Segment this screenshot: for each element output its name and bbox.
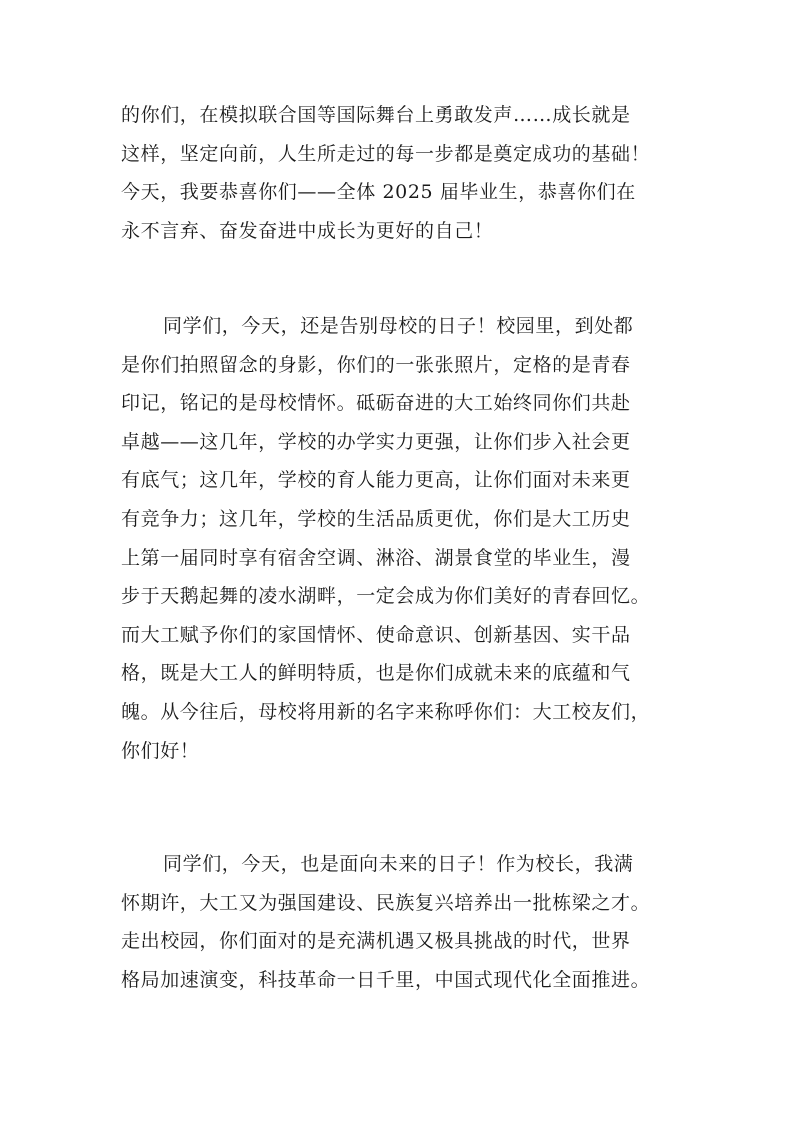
text-line: 上第一届同时享有宿舍空调、淋浴、湖景食堂的毕业生，漫 — [121, 546, 631, 569]
text-line: 印记，铭记的是母校情怀。砥砺奋进的大工始终同你们共赴 — [121, 392, 631, 415]
text-line: 同学们，今天，还是告别母校的日子！校园里，到处都 — [163, 315, 634, 337]
text-line: 魄。从今往后，母校将用新的名字来称呼你们：大工校友们， — [121, 700, 651, 723]
text-line: 是你们拍照留念的身影，你们的一张张照片，定格的是青春 — [121, 353, 631, 376]
text-line: 有底气；这几年，学校的育人能力更高，让你们面对未来更 — [121, 469, 631, 492]
text-line: 永不言弃、奋发奋进中成长为更好的自己！ — [121, 219, 494, 242]
text-line: 你们好！ — [121, 739, 200, 762]
text-line: 的你们，在模拟联合国等国际舞台上勇敢发声……成长就是 — [121, 104, 631, 126]
text-line: 而大工赋予你们的家国情怀、使命意识、创新基因、实干品 — [121, 623, 631, 646]
paragraph-1 — [121, 96, 691, 250]
text-line: 今天，我要恭喜你们——全体 2025 届毕业生，恭喜你们在 — [121, 181, 636, 204]
text-line: 格，既是大工人的鲜明特质，也是你们成就未来的底蕴和气 — [121, 662, 631, 685]
text-line: 有竞争力；这几年，学校的生活品质更优，你们是大工历史 — [121, 507, 631, 530]
text-line: 格局加速演变，科技革命一日千里，中国式现代化全面推进。 — [121, 968, 651, 991]
text-line: 同学们，今天，也是面向未来的日子！作为校长，我满 — [163, 853, 634, 875]
text-line: 卓越——这几年，学校的办学实力更强，让你们步入社会更 — [121, 430, 631, 453]
text-line: 这样，坚定向前，人生所走过的每一步都是奠定成功的基础！ — [121, 142, 651, 165]
text-line: 步于天鹅起舞的凌水湖畔，一定会成为你们美好的青春回忆。 — [121, 585, 651, 608]
paragraph-2 — [121, 307, 691, 770]
text-line: 走出校园，你们面对的是充满机遇又极具挑战的时代，世界 — [121, 930, 631, 953]
paragraph-3 — [121, 845, 691, 999]
text-line: 怀期许，大工又为强国建设、民族复兴培养出一批栋梁之才。 — [121, 891, 651, 914]
